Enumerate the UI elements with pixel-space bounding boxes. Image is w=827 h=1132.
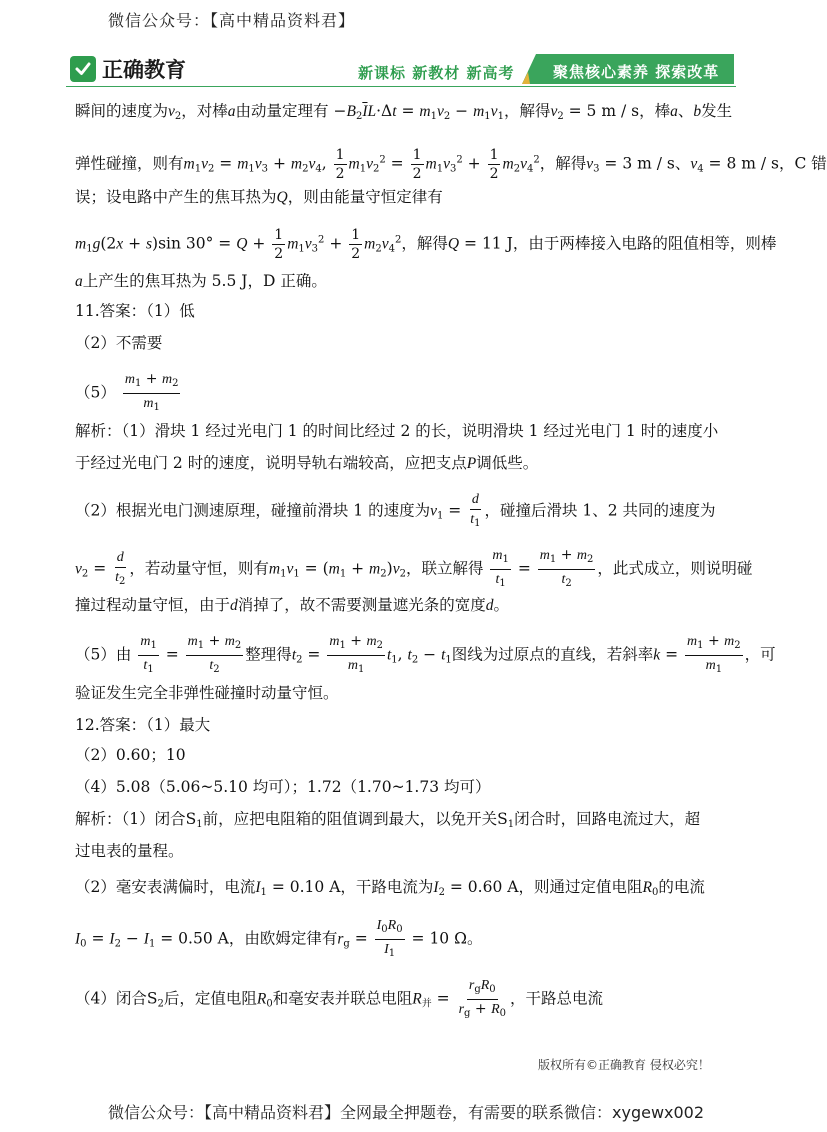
answer-11-part2: （2）不需要	[75, 334, 163, 352]
answer-12-part2: （2）0.60；10	[75, 746, 186, 764]
text-line: $m_1g(2x + s)\sin$ 30° = Q + $\frac{1}{2}$ $m_1v_3^2$ + $\frac{1}{2}$ $m_2v_4^2$，解得Q = 11 J，由于两棒接入电路的阻值相等，则棒	[75, 227, 777, 262]
bottom-watermark: 微信公众号：【高中精品资料君】全网最全押题卷，有需要的联系微信：xygewx002	[108, 1103, 705, 1122]
brand-logo	[70, 54, 186, 84]
answer-12-part4: （4）5.08（5.06~5.10 均可）；1.72（1.70~1.73 均可）	[75, 778, 491, 796]
text-line: 弹性碰撞，则有$m_1v_2 = m_1v_3 + m_2v_4$, $\frac{1}{2}$ $m_1v_2^2$ = $\frac{1}{2}$ $m_1v_3^2$ + $\frac{1}{2}$ $m_2v_4^2$，解得$v_3 = 3$ m / s、$v_4 = 8$ m / s，C 错	[75, 147, 827, 182]
text-line: 撞过程动量守恒，由于d消掉了，故不需要测量遮光条的宽度d。	[75, 596, 510, 614]
text-line: 于经过光电门 2 时的速度，说明导轨右端较高，应把支点P调低些。	[75, 454, 539, 472]
slogan-left: 新课标 新教材 新高考	[358, 64, 515, 82]
text-line: $v_2$ = $\frac{d}{t_2}$ ，若动量守恒，则有$m_1v_1 = (m_1 + m_2)v_2$，联立解得 $\frac{m_1}{t_1}$ = $\frac{m_1 + m_2}{t_2}$ ，此式成立，则说明碰	[75, 547, 753, 589]
text-line: 过电表的量程。	[75, 842, 184, 860]
logo-text: 正确教育	[102, 58, 186, 82]
header-divider	[66, 86, 736, 87]
answer-11-title: 11.答案：（1）低	[75, 302, 195, 320]
text-line: 验证发生完全非弹性碰撞时动量守恒。	[75, 684, 339, 702]
copyright-notice: 版权所有©正确教育 侵权必究！	[538, 1058, 710, 1072]
text-line: $I_0 = I_2 - I_1 = 0.50$ A，由欧姆定律有$r_g$ = $\frac{I_0R_0}{I_1}$ = 10 Ω。	[75, 918, 483, 959]
checkmark-icon	[70, 56, 96, 82]
answer-12-title: 12.答案：（1）最大	[75, 716, 211, 734]
answer-11-part5: （5） $\frac{m_1 + m_2}{m_1}$	[75, 371, 179, 413]
text-line: 瞬间的速度为$v_2$，对棒a由动量定理有 $-B_2\overline{I}L\cdot\Delta t = m_1v_2 - m_1v_1$，解得$v_2 = 5$ m / s，棒a、b发生	[75, 102, 733, 122]
text-line: （5）由 $\frac{m_1}{t_1}$ = $\frac{m_1 + m_2}{t_2}$ 整理得$t_2$ = $\frac{m_1 + m_2}{m_1}$ $t_1$, $t_2 - t_1$图线为过原点的直线，若斜率k = $\frac{m_1 + m_2}{m_1}$ ，可	[75, 633, 776, 675]
text-line: 误；设电路中产生的焦耳热为Q，则由能量守恒定律有	[75, 188, 443, 206]
text-line: a上产生的焦耳热为 5.5 J，D 正确。	[75, 272, 327, 290]
top-watermark: 微信公众号：【高中精品资料君】	[108, 11, 356, 30]
slogan-right: 聚焦核心素养 探索改革	[553, 63, 720, 81]
text-line: 解析：（1）滑块 1 经过光电门 1 的时间比经过 2 的长，说明滑块 1 经过光电门 1 时的速度小	[75, 422, 719, 440]
text-line: （4）闭合$S_2$后，定值电阻$R_0$和毫安表并联总电阻$R_并$ = $\frac{r_gR_0}{r_g + R_0}$ ，干路总电流	[75, 978, 604, 1019]
text-line: （2）根据光电门测速原理，碰撞前滑块 1 的速度为$v_1$ = $\frac{d}{t_1}$ ，碰撞后滑块 1、2 共同的速度为	[75, 492, 716, 529]
text-line: （2）毫安表满偏时，电流$I_1 = 0.10$ A，干路电流为$I_2 = 0.60$ A，则通过定值电阻$R_0$的电流	[75, 878, 705, 898]
text-line: 解析：（1）闭合$S_1$前，应把电阻箱的阻值调到最大，以免开关$S_1$闭合时，回路电流过大，超	[75, 810, 701, 830]
